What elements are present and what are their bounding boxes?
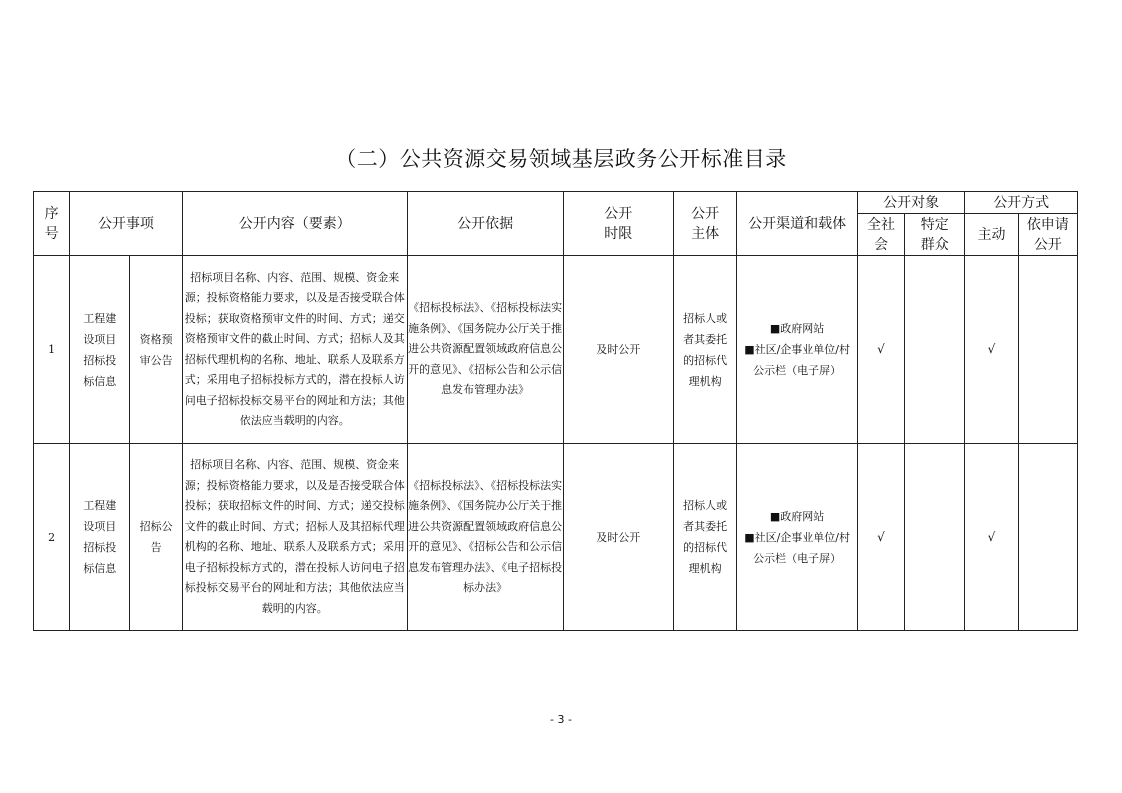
header-audience-all: 全社会 (857, 214, 904, 256)
channel-bulletin-board: ■社区/企事业单位/村公示栏（电子屏） (744, 343, 850, 377)
row-audience-all-check: √ (857, 256, 904, 444)
channel-government-website: ■政府网站 (769, 322, 825, 335)
row-channel (737, 444, 858, 631)
header-basis: 公开依据 (407, 192, 563, 256)
header-seq: 序号 (34, 192, 70, 256)
row-method-active-check: √ (965, 256, 1018, 444)
header-audience: 公开对象 (857, 192, 965, 214)
channel-government-website: ■政府网站 (769, 509, 825, 523)
row-audience-all-check: √ (857, 444, 904, 631)
row-time-limit: 及时公开 (563, 444, 674, 631)
row-method-active-check: √ (965, 444, 1018, 631)
header-content: 公开内容（要素） (182, 192, 407, 256)
row-audience-specific-check (905, 256, 965, 444)
header-subject: 公开主体 (674, 192, 737, 256)
row-method-request-check (1018, 256, 1077, 444)
row-category: 工程建设项目招标投标信息 (70, 256, 130, 444)
row-content: 招标项目名称、内容、范围、规模、资金来源；投标资格能力要求，以及是否接受联合体投标；获取资格预审文件的时间、方式；递交资格预审文件的截止时间、方式；招标人及其招标代理机构的名称、地址、联系人及联系方式；采用电子招标投标方式的，潜在投标人访问电子招标投标交易平台的网址和方法；其他依法应当载明的内容。 (182, 256, 407, 444)
row-time-limit: 及时公开 (563, 256, 674, 444)
row-seq: 1 (34, 256, 70, 444)
row-seq: 2 (34, 444, 70, 631)
row-method-request-check (1018, 444, 1077, 631)
row-basis: 《招标投标法》、《招标投标法实施条例》、《国务院办公厅关于推进公共资源配置领域政府信息公开的意见》、《招标公告和公示信息发布管理办法》、《电子招标投标办法》 (407, 444, 563, 631)
row-audience-specific-check (905, 444, 965, 631)
table-row (34, 256, 1078, 444)
header-audience-specific: 特定群众 (905, 214, 965, 256)
table-row (34, 444, 1078, 631)
row-subitem: 招标公告 (130, 444, 182, 631)
page-number: - 3 - (550, 713, 572, 726)
row-channel (737, 256, 858, 444)
row-content: 招标项目名称、内容、范围、规模、资金来源；投标资格能力要求，以及是否接受联合体投标；获取招标文件的时间、方式；递交投标文件的截止时间、方式；招标人及其招标代理机构的名称、地址、联系人及联系方式；采用电子招标投标方式的，潜在投标人访问电子招标投标交易平台的网址和方法；其他依法应当载明的内容。 (182, 444, 407, 631)
channel-bulletin-board: ■社区/企事业单位/村公示栏（电子屏） (744, 530, 850, 565)
header-channel: 公开渠道和载体 (737, 192, 858, 256)
header-method-active: 主动 (965, 214, 1018, 256)
row-subject: 招标人或者其委托的招标代理机构 (674, 256, 737, 444)
row-subject: 招标人或者其委托的招标代理机构 (674, 444, 737, 631)
row-basis: 《招标投标法》、《招标投标法实施条例》、《国务院办公厅关于推进公共资源配置领域政府信息公开的意见》、《招标公告和公示信息发布管理办法》 (407, 256, 563, 444)
header-method-request: 依申请公开 (1018, 214, 1077, 256)
header-method: 公开方式 (965, 192, 1078, 214)
catalog-table (33, 191, 1078, 631)
document-title: （二）公共资源交易领域基层政务公开标准目录 (335, 147, 787, 171)
header-item: 公开事项 (70, 192, 183, 256)
header-time-limit: 公开时限 (563, 192, 674, 256)
row-category: 工程建设项目招标投标信息 (70, 444, 130, 631)
row-subitem: 资格预审公告 (130, 256, 182, 444)
